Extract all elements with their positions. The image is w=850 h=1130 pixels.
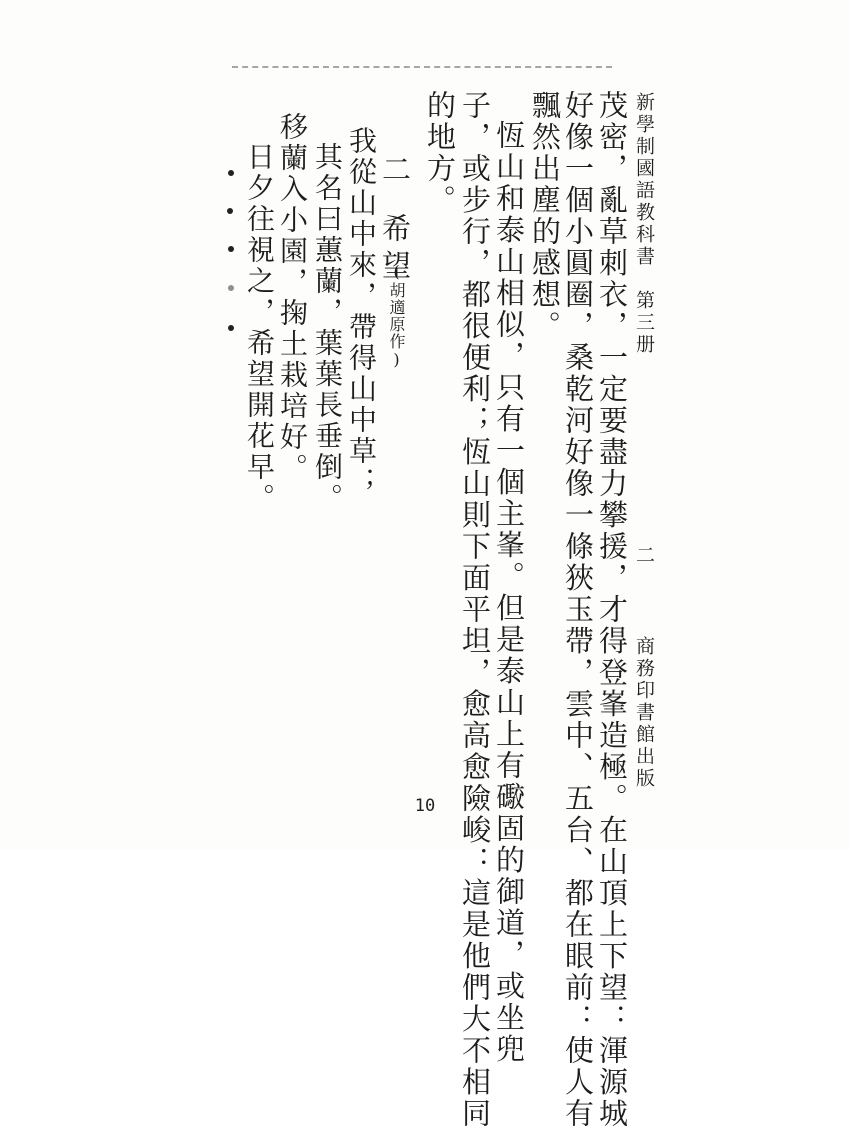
running-header-publisher: 商務印書館出版 [633, 636, 655, 790]
text-column-5: 子，或步行，都很便利；恆山則下面平坦，愈高愈險峻：這是他們大不相同 [458, 90, 492, 1130]
top-rule [232, 66, 612, 68]
margin-dot [228, 246, 234, 252]
poem-line-3: 移蘭入小園，掬土栽培好。 [276, 112, 309, 484]
running-header-page-mark: 二 [633, 545, 655, 567]
text-column-3: 飄然出塵的感想。 [528, 90, 562, 342]
text-column-4: 恆山和泰山相似，只有一個主峯。但是泰山上有礮固的御道，或坐兜 [492, 120, 526, 1065]
lesson-author-note: (胡適原作) [387, 262, 406, 370]
lesson-number: 二 [378, 154, 412, 191]
margin-dot [228, 285, 234, 291]
poem-line-4: 日夕往視之，希望開花早。 [243, 142, 276, 514]
margin-dot [228, 325, 234, 331]
text-column-6: 的地方。 [423, 90, 457, 216]
lesson-title: 希望 [378, 213, 412, 287]
page-number: 10 [414, 796, 436, 816]
margin-dot [227, 208, 233, 214]
text-column-1: 茂密，亂草刺衣，一定要盡力攀援，才得登峯造極。在山頂上下望：渾源城 [595, 90, 629, 1130]
poem-line-2: 其名曰蕙蘭，葉葉長垂倒。 [311, 142, 344, 514]
poem-line-1: 我從山中來，帶得山中草； [345, 126, 378, 498]
margin-dot [228, 170, 234, 176]
text-column-2: 好像一個小圓圈，桑乾河好像一條狹玉帶，雲中、五台、都在眼前：使人有 [561, 90, 595, 1130]
running-header-title: 新學制國語教科書 第三册 [633, 92, 655, 356]
